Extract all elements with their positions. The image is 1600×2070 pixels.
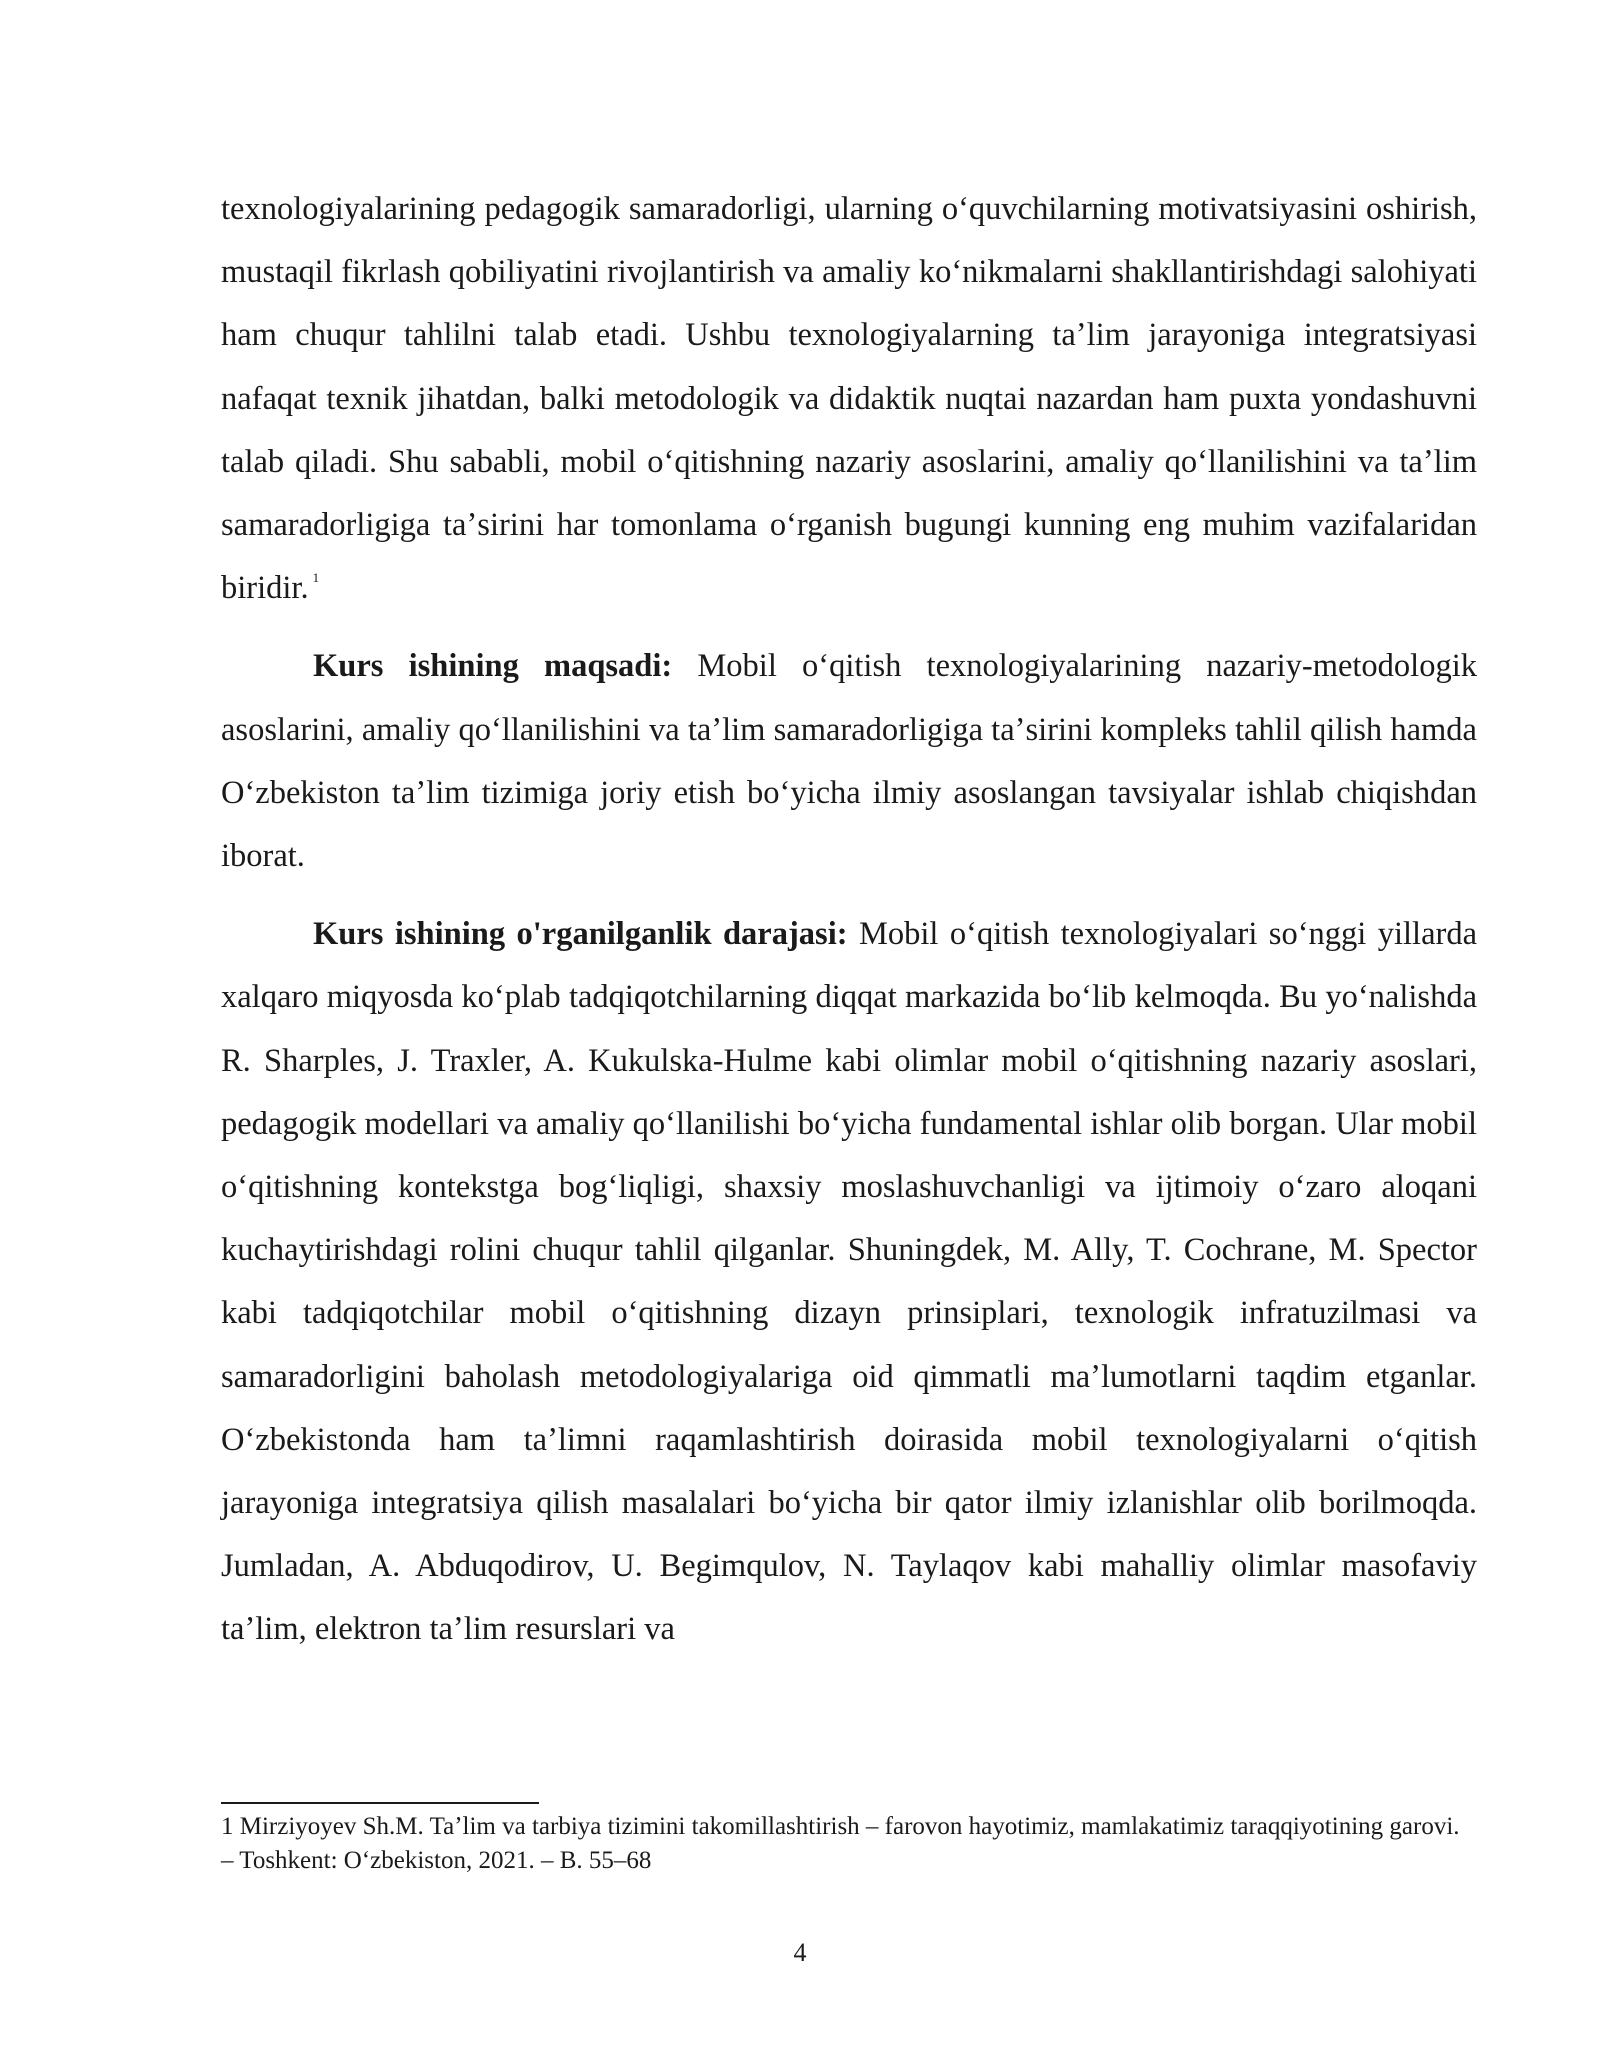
footnote: 1 Mirziyoyev Sh.M. Taʼlim va tarbiya tizimini takomillashtirish – farovon hayotimiz, mamlakatimiz taraqqiyotining garovi. – Toshkent: Oʻzbekiston, 2021. – B. 55–68 <box>221 1813 1460 1874</box>
paragraph-text: texnologiyalarining pedagogik samaradorligi, ularning oʻquvchilarning motivatsiyasini oshirish, mustaqil fikrlash qobiliyatini rivojlantirish va amaliy koʻnikmalarni shakllantirishdagi salohiyati ham chuqur tahlilni talab etadi. Ushbu texnologiyalarning taʼlim jarayoniga integratsiyasi nafaqat texnik jihatdan, balki metodologik va didaktik nuqtai nazardan ham puxta yondashuvni talab qiladi. Shu sababli, mobil oʻqitishning nazariy asoslarini, amaliy qoʻllanilishini va taʼlim samaradorligiga taʼsirini har tomonlama oʻrganish bugungi kunning eng muhim vazifalaridan biridir. <box>221 191 1477 607</box>
footnote-separator <box>221 1802 539 1804</box>
paragraph-intro-continuation <box>221 178 1477 620</box>
paragraph-heading-goal: Kurs ishining maqsadi: <box>313 648 673 685</box>
page-body <box>221 178 1477 1662</box>
paragraph-course-goal <box>221 635 1477 888</box>
paragraph-research-level <box>221 903 1477 1661</box>
paragraph-heading-research-level: Kurs ishining o'rganilganlik darajasi: <box>313 916 848 953</box>
footnote-reference[interactable]: 1 <box>312 570 320 586</box>
paragraph-text: Mobil oʻqitish texnologiyalarining nazariy-metodologik asoslarini, amaliy qoʻllanilishini va taʼlim samaradorligiga taʼsirini kompleks tahlil qilish hamda Oʻzbekiston taʼlim tizimiga joriy etish boʻyicha ilmiy asoslangan tavsiyalar ishlab chiqishdan iborat. <box>221 648 1477 875</box>
page-number: 4 <box>793 1938 807 1967</box>
paragraph-text: Mobil oʻqitish texnologiyalari soʻnggi yillarda xalqaro miqyosda koʻplab tadqiqotchilarning diqqat markazida boʻlib kelmoqda. Bu yoʻnalishda R. Sharples, J. Traxler, A. Kukulska-Hulme kabi olimlar mobil oʻqitishning nazariy asoslari, pedagogik modellari va amaliy qoʻllanilishi boʻyicha fundamental ishlar olib borgan. Ular mobil oʻqitishning kontekstga bogʻliqligi, shaxsiy moslashuvchanligi va ijtimoiy oʻzaro aloqani kuchaytirishdagi rolini chuqur tahlil qilganlar. Shuningdek, M. Ally, T. Cochrane, M. Spector kabi tadqiqotchilar mobil oʻqitishning dizayn prinsiplari, texnologik infratuzilmasi va samaradorligini baholash metodologiyalariga oid qimmatli maʼlumotlarni taqdim etganlar. Oʻzbekistonda ham taʼlimni raqamlashtirish doirasida mobil texnologiyalarni oʻqitish jarayoniga integratsiya qilish masalalari boʻyicha bir qator ilmiy izlanishlar olib borilmoqda. Jumladan, A. Abduqodirov, U. Begimqulov, N. Taylaqov kabi mahalliy olimlar masofaviy taʼlim, elektron taʼlim resurslari va <box>221 916 1477 1648</box>
